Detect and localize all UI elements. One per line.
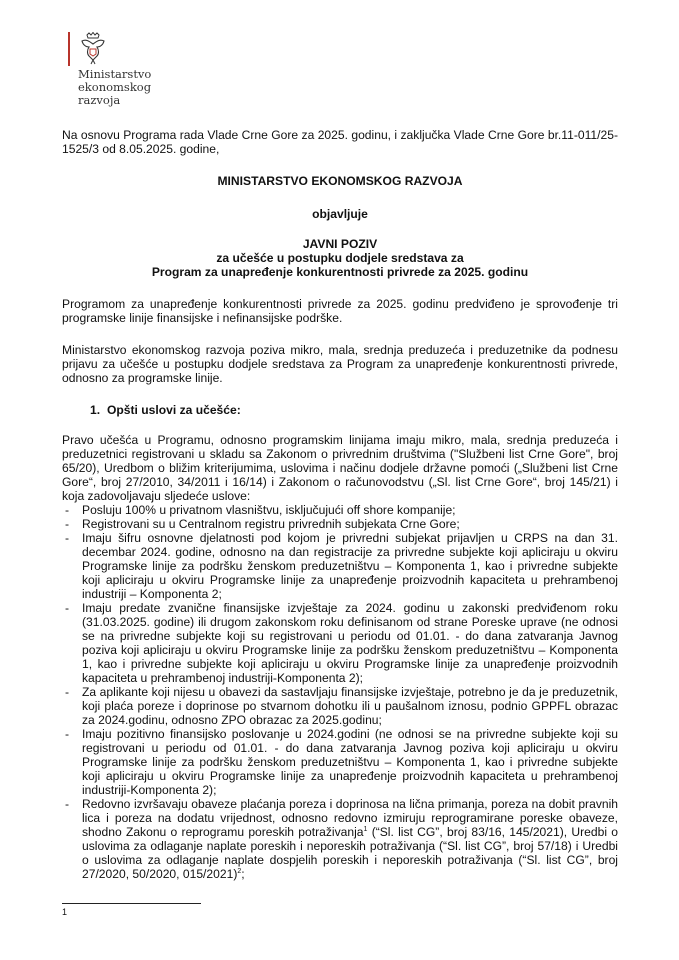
invitation-paragraph: Ministarstvo ekonomskog razvoja poziva mikro, mala, srednja preduzeća i preduzetnike da podnesu prijavu za učešće u postupku dodjele sredstava za Program za unapređenje konkurentnosti privrede, odnosno za programske linije. (62, 343, 618, 385)
call-subtitle-line2: Program za unapređenje konkurentnosti privrede za 2025. godinu (151, 265, 529, 279)
conditions-list (62, 503, 618, 881)
footnote-ref-2[interactable]: 2 (237, 867, 242, 875)
condition-item: - Imaju pozitivno finansijsko poslovanje u 2024.godini (ne odnosi se na privredne subjekte koji su registrovani u periodu od 01.01. - do dana zatvaranja Javnog poziva koji apliciraju u okviru Programske linije za podršku ženskom preduzetništvu – Komponenta 1, kao i privredne subjekte koji apliciraju u okviru Programske linije za unapređenje proizvodnih kapaciteta u prehrambenoj industriji-Komponenta 2); (62, 727, 618, 797)
section-number: 1. (90, 403, 101, 417)
program-paragraph: Programom za unapređenje konkurentnosti privrede za 2025. godinu predviđeno je sprovođenje tri programske linije finansijske i nefinansijske podrške. (62, 297, 618, 325)
publishes-label: objavljuje (312, 207, 368, 221)
tax-text-part2: (“Sl. list CG”, broj 83/16, 145/2021), Uredbi o uslovima za odlaganje naplate poreskih i neporeskih potraživanja (“Sl. list CG”, broj 57/18) i Uredbi o uslovima za odlaganje naplate dospjelih poreskih i neporeskih potraživanja (“Sl. list CG”, broj 27/2020, 50/2020, 015/2021) (82, 825, 618, 881)
condition-item-tax (62, 797, 618, 881)
condition-item: - Za aplikante koji nijesu u obavezi da sastavljaju finansijske izvještaje, potrebno je da je preduzetnik, koji plaća poreze i doprinose po stvarnom dohotku ili u paušalnom iznosu, podnio GPPFL obrazac za 2024.godinu, odnosno ZPO obrazac za 2025.godinu; (62, 685, 618, 727)
ministry-logo (68, 32, 188, 122)
footnote-divider (62, 903, 201, 904)
montenegro-crest-icon (78, 32, 108, 66)
tax-text-part1: Redovno izvršavaju obaveze plaćanja poreza i doprinosa na lična primanja, poreza na dobit pravnih lica i poreza na dodatu vrijednost, odnosno redovno izmiruju reprogramirane poreske obaveze, shodno Zakonu o reprogramu poreskih potraživanja (82, 797, 618, 839)
condition-item: - Imaju predate zvanične finansijske izvještaje za 2024. godinu u zakonski predviđenom roku (31.03.2025. godine) ili drugom zakonskom roku definisanom od strane Poreske uprave (ne odnosi se na privredne subjekte koji su registrovani u periodu od 01.01. - do dana zatvaranja Javnog poziva koji apliciraju u okviru Programske linije za podršku ženskom preduzetništvu – Komponenta 1, kao i privredne subjekte koji apliciraju u okviru Programske linije za unapređenje proizvodnih kapaciteta u prehrambenoj industriji-Komponenta 2); (62, 601, 618, 685)
call-title: JAVNI POZIV (302, 237, 378, 251)
section-heading (90, 403, 618, 417)
section-title: Opšti uslovi za učešće: (107, 403, 241, 417)
eligibility-paragraph: Pravo učešća u Programu, odnosno programskim linijama imaju mikro, mala, srednja preduzeća i preduzetnici registrovani u skladu sa Zakonom o privrednim društvima ("Službeni list Crne Gore", broj 65/20), Uredbom o bližim kriterijumima, uslovima i načinu dodjele državne pomoći („Službeni list Crne Gore“, broj 27/2010, 34/2011 i 16/14) i Zakonom o računovodstvu („Sl. list Crne Gore“, broj 145/21) i koja zadovoljavaju sljedeće uslove: (62, 433, 618, 503)
intro-paragraph: Na osnovu Programa rada Vlade Crne Gore za 2025. godinu, i zaključka Vlade Crne Gore br.11-011/25-1525/3 od 8.05.2025. godine, (62, 128, 618, 156)
ministry-title: MINISTARSTVO EKONOMSKOG RAZVOJA (217, 174, 463, 188)
document-body (62, 128, 618, 881)
ministry-name (78, 68, 188, 107)
ministry-name-line3: razvoja (78, 93, 121, 107)
tax-text-part3: ; (241, 867, 245, 881)
call-title-block (62, 237, 618, 279)
ministry-name-line2: ekonomskog (78, 80, 152, 94)
ministry-name-line1: Ministarstvo (78, 67, 152, 81)
call-subtitle-line1: za učešće u postupku dodjele sredstava za (216, 251, 464, 265)
footnote-ref-1[interactable]: 1 (363, 825, 368, 833)
logo-accent-bar (68, 32, 70, 66)
footnote-number: 1 (62, 907, 68, 917)
condition-item: - Posluju 100% u privatnom vlasništvu, isključujući off shore kompanije; (62, 503, 618, 517)
condition-item: - Imaju šifru osnovne djelatnosti pod kojom je privredni subjekat prijavljen u CRPS na dan 31. decembar 2024. godine, odnosno na dan registracije za privredne subjekte koji apliciraju u okviru Programske linije za podršku ženskom preduzetništvu – Komponenta 1, kao i privredne subjekte koji apliciraju u okviru Programske linije za unapređenje proizvodnih kapaciteta u prehrambenoj industriji – Komponenta 2; (62, 531, 618, 601)
condition-item: - Registrovani su u Centralnom registru privrednih subjekata Crne Gore; (62, 517, 618, 531)
